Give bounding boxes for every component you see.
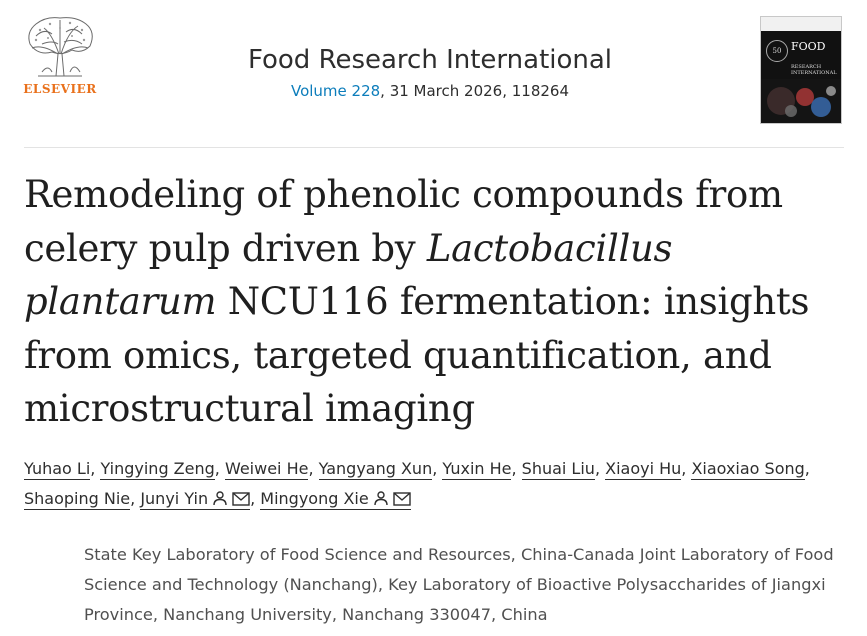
cover-subtitle-line: RESEARCH [791, 64, 822, 70]
author-name: Xiaoyi Hu [605, 459, 682, 478]
title-segment: Remodeling of phenolic compounds from celery pulp driven by [24, 173, 783, 270]
author-link[interactable] [24, 459, 90, 480]
publisher-logo[interactable] [22, 14, 98, 100]
journal-info [170, 44, 690, 100]
envelope-icon[interactable] [393, 486, 411, 516]
journal-cover[interactable] [760, 16, 842, 124]
cover-image [761, 79, 841, 123]
author-name: Weiwei He [224, 459, 309, 478]
author-separator: , [594, 459, 606, 478]
volume-link[interactable]: Volume 228 [290, 82, 381, 100]
journal-issue [170, 82, 690, 100]
author-separator: , [432, 459, 443, 478]
author-link[interactable] [140, 489, 250, 510]
author-link[interactable] [260, 489, 410, 510]
title-segment: NCU116 fermentation: insights from omics, targeted quantification, and microstructural imaging [24, 280, 810, 430]
author-name: Yuxin He [442, 459, 512, 478]
author-link[interactable] [605, 459, 681, 480]
journal-title[interactable]: Food Research International [247, 45, 613, 75]
author-name: Xiaoxiao Song [691, 459, 805, 478]
publisher-name: ELSEVIER [23, 82, 97, 96]
author-name: Shaoping Nie [24, 489, 131, 508]
author-name: Yingying Zeng [100, 459, 215, 478]
author-separator: , [90, 459, 101, 478]
author-separator: , [130, 489, 141, 508]
cover-subtitle [791, 64, 837, 76]
author-name: Mingyong Xie [260, 489, 369, 508]
elsevier-tree-icon [22, 14, 98, 80]
article-title [24, 168, 844, 436]
header-divider [24, 147, 844, 148]
author-name: Shuai Liu [521, 459, 595, 478]
author-list [24, 454, 849, 516]
author-name: Junyi Yin [140, 489, 209, 508]
author-link[interactable] [100, 459, 214, 480]
author-link[interactable] [24, 489, 130, 510]
issue-details: , 31 March 2026, 118264 [380, 82, 570, 100]
person-icon[interactable] [373, 486, 389, 516]
author-separator: , [511, 459, 522, 478]
cover-banner [761, 17, 841, 31]
envelope-icon[interactable] [232, 486, 250, 516]
author-separator: , [308, 459, 319, 478]
title-segment-italic: Lactobacillus plantarum [24, 226, 673, 323]
author-name: Yuhao Li [24, 459, 91, 478]
author-link[interactable] [691, 459, 804, 480]
author-separator: , [804, 459, 810, 478]
author-link[interactable] [319, 459, 433, 480]
author-separator: , [214, 459, 225, 478]
person-icon[interactable] [212, 486, 228, 516]
author-separator: , [681, 459, 692, 478]
author-link[interactable] [225, 459, 309, 480]
affiliation: State Key Laboratory of Food Science and Resources, China-Canada Joint Laboratory of Food Science and Technology (Nanchang), Key Laboratory of Bioactive Polysaccharides of Jiangxi Province, Nanchang University, Nanchang 330047, China [84, 545, 834, 624]
author-separator: , [250, 489, 261, 508]
author-link[interactable] [522, 459, 595, 480]
article-header [0, 0, 867, 148]
author-link[interactable] [442, 459, 511, 480]
author-name: Yangyang Xun [318, 459, 433, 478]
cover-subtitle-line: INTERNATIONAL [791, 70, 837, 76]
anniversary-badge: 50 [766, 40, 788, 62]
cover-title: FOOD [791, 40, 826, 53]
